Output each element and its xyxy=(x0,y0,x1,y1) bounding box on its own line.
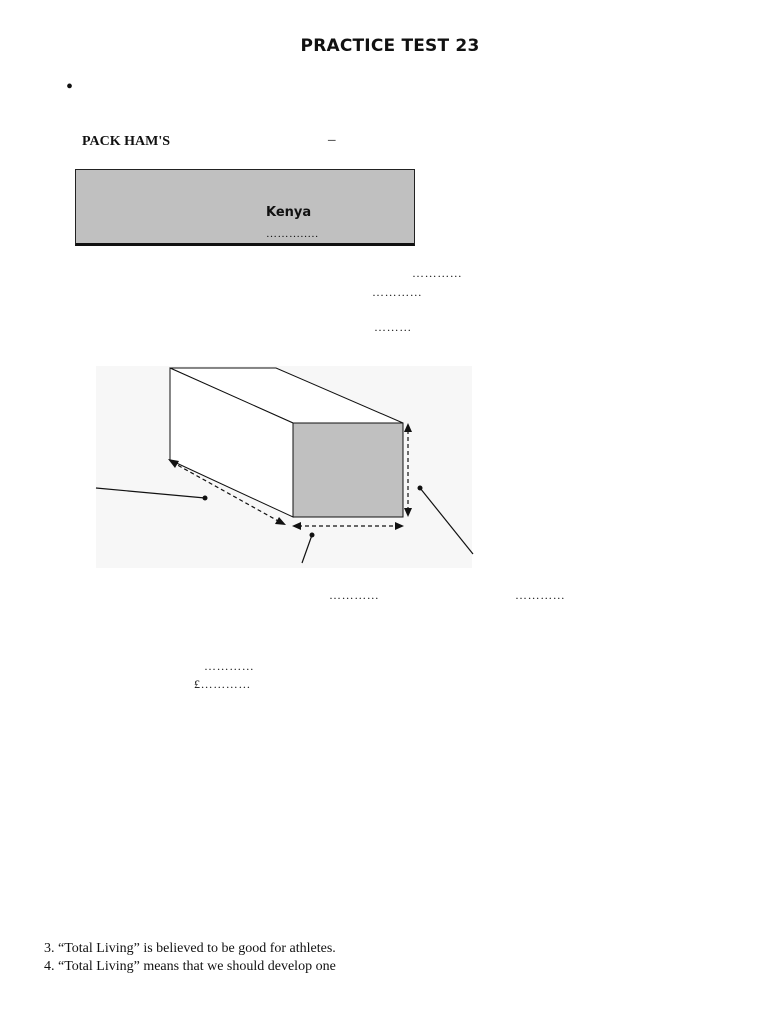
statement-3: 3. “Total Living” is believed to be good for athletes. xyxy=(44,941,336,956)
answer-blank-5[interactable]: ………… xyxy=(515,588,566,602)
grey-answer-box xyxy=(75,169,415,246)
pack-dash: – xyxy=(328,132,336,148)
country-label: Kenya xyxy=(266,205,312,220)
width-pointer-dot xyxy=(310,533,315,538)
answer-blank-4[interactable]: ………… xyxy=(329,588,380,602)
height-pointer-dot xyxy=(418,486,423,491)
statement-4: 4. “Total Living” means that we should develop one xyxy=(44,959,336,974)
bullet-marker: • xyxy=(66,76,74,98)
page-title: PRACTICE TEST 23 xyxy=(300,36,480,56)
pack-hams-label: PACK HAM'S xyxy=(82,134,171,149)
answer-blank-2[interactable]: ………… xyxy=(372,285,423,299)
length-pointer-dot xyxy=(203,496,208,501)
answer-blank-3[interactable]: ……… xyxy=(374,320,412,334)
box-end-face xyxy=(293,423,403,517)
box-diagram xyxy=(92,360,482,575)
price-blank[interactable]: £………… xyxy=(194,677,251,691)
answer-blank-6[interactable]: ………… xyxy=(204,659,255,673)
grey-box-blank: ……….…. xyxy=(266,228,319,240)
statement-list xyxy=(44,940,336,976)
answer-blank-1[interactable]: ………… xyxy=(412,266,463,280)
